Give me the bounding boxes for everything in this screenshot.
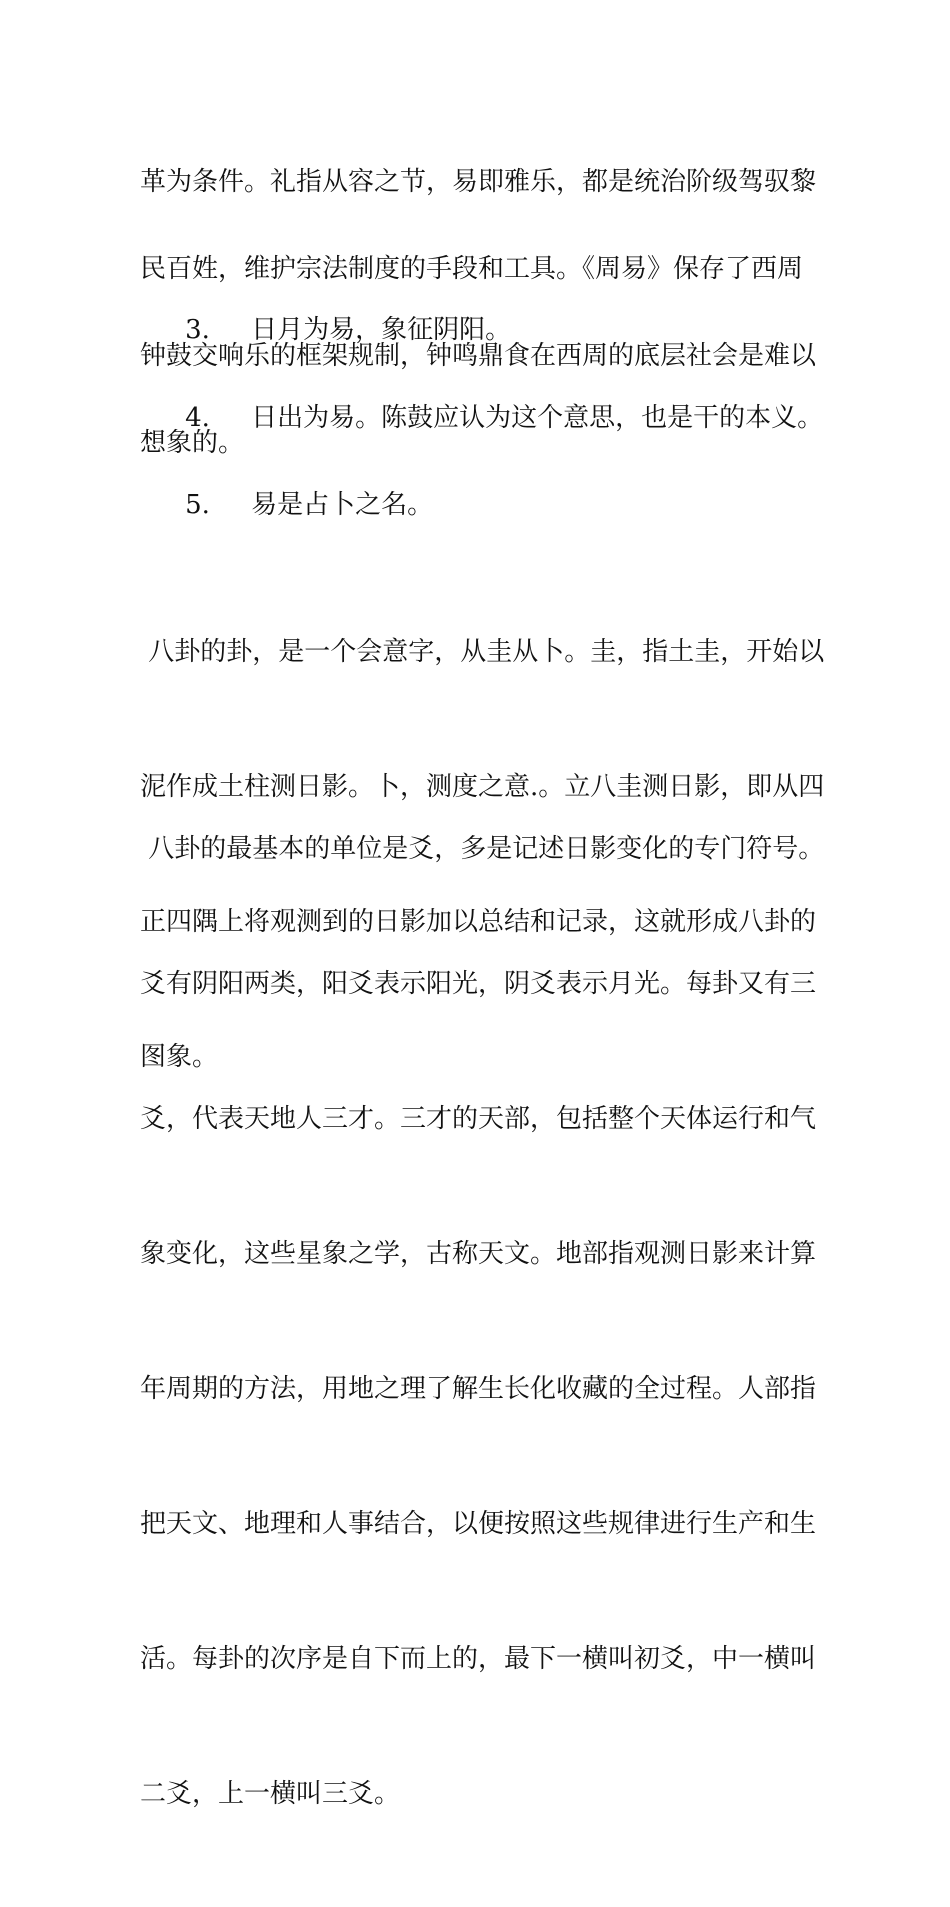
text-line: 正四隅上将观测到的日影加以总结和记录，这就形成八卦的 bbox=[140, 907, 817, 937]
list-item-text: 日月为易，象征阴阳。 bbox=[251, 315, 512, 345]
text-line: 爻有阴阳两类，阳爻表示阳光，阴爻表示月光。每卦又有三 bbox=[140, 969, 817, 999]
text-line: 八卦的卦，是一个会意字，从圭从卜。圭，指土圭，开始以 bbox=[140, 637, 825, 667]
text-line: 图象。 bbox=[140, 1042, 219, 1072]
list-item-text: 日出为易。陈鼓应认为这个意思，也是干的本义。 bbox=[251, 403, 824, 433]
text-line: 爻，代表天地人三才。三才的天部，包括整个天体运行和气 bbox=[140, 1104, 817, 1134]
list-item-text: 易是占卜之名。 bbox=[251, 490, 434, 520]
list-item bbox=[140, 370, 824, 466]
list-item bbox=[140, 282, 817, 378]
yao-explanation-paragraph bbox=[140, 737, 825, 1907]
text-line: 民百姓，维护宗法制度的手段和工具。《周易》保存了西周 bbox=[140, 254, 804, 284]
text-line: 泥作成土柱测日影。卜，测度之意.。立八圭测日影，即从四 bbox=[140, 772, 825, 802]
text-line: 活。每卦的次序是自下而上的，最下一横叫初爻，中一横叫 bbox=[140, 1644, 817, 1674]
text-line: 象变化，这些星象之学，古称天文。地部指观测日影来计算 bbox=[140, 1239, 817, 1269]
list-item-number: 5. bbox=[185, 490, 210, 520]
text-line: 革为条件。礼指从容之节，易即雅乐，都是统治阶级驾驭黎 bbox=[140, 167, 817, 197]
text-line: 把天文、地理和人事结合，以便按照这些规律进行生产和生 bbox=[140, 1509, 817, 1539]
text-line: 想象的。 bbox=[140, 428, 245, 458]
list-item-number: 3. bbox=[185, 315, 210, 345]
text-line: 八卦的最基本的单位是爻，多是记述日影变化的专门符号。 bbox=[140, 834, 825, 864]
list-item-number: 4. bbox=[185, 403, 210, 433]
text-line: 钟鼓交响乐的框架规制，钟鸣鼎食在西周的底层社会是难以 bbox=[140, 341, 817, 371]
list-item bbox=[140, 457, 810, 553]
text-line: 年周期的方法，用地之理了解生长化收藏的全过程。人部指 bbox=[140, 1374, 817, 1404]
text-line: 二爻，上一横叫三爻。 bbox=[140, 1779, 401, 1809]
